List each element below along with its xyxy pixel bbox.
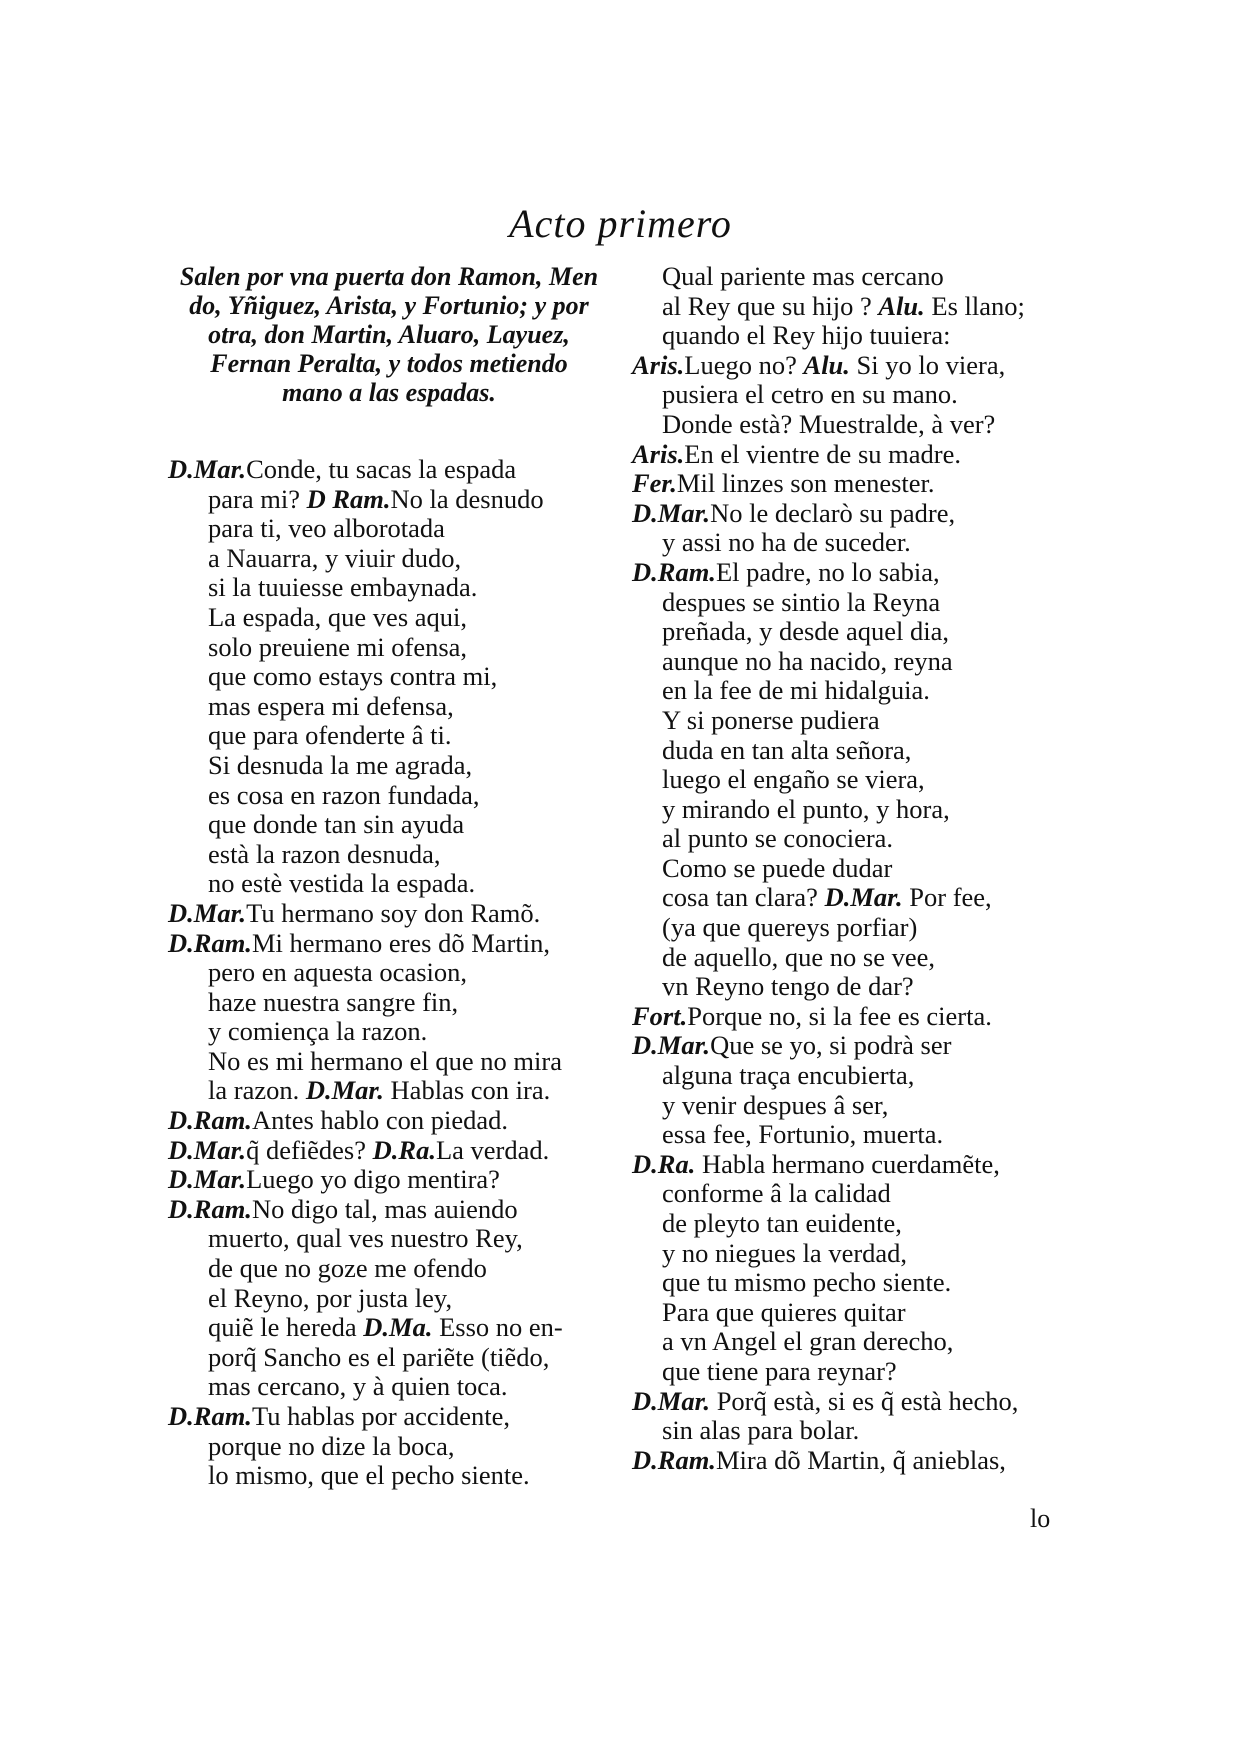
verse-text: Para que quieres quitar [662, 1296, 906, 1327]
speaker-label: D.Ra. [632, 1148, 696, 1179]
speaker-label: D.Mar. [305, 1075, 384, 1106]
verse-text: Qual pariente mas cercano [662, 261, 944, 291]
verse-line [632, 647, 1080, 677]
verse-line [168, 899, 610, 929]
verse-text: Luego yo digo mentira? [246, 1164, 500, 1195]
verse-text: Por fee, [902, 882, 992, 913]
verse-text: mas cercano, y à quien toca. [208, 1371, 508, 1402]
verse-line [632, 588, 1080, 618]
verse-line [168, 1224, 610, 1254]
speaker-label: D.Mar. [632, 1030, 711, 1061]
speaker-label: D.Mar. [168, 1164, 247, 1195]
verse-line [168, 958, 610, 988]
verse-text: essa fee, Fortunio, muerta. [662, 1119, 944, 1150]
verse-line [632, 676, 1080, 706]
stage-direction-line: do, Yñiguez, Arista, y Fortunio; y por [189, 291, 589, 320]
verse-line [168, 1343, 610, 1373]
verse-text: cosa tan clara? [662, 882, 825, 913]
verse-line [632, 1031, 1080, 1061]
verse-line [632, 1209, 1080, 1239]
verse-text: si la tuuiesse embaynada. [208, 572, 478, 603]
act-title: Acto primero [509, 201, 732, 246]
right-verse-lines [632, 262, 1080, 1475]
speaker-label: D.Ram. [632, 556, 716, 587]
verse-text: y venir despues â ser, [662, 1089, 889, 1120]
verse-text: no estè vestida la espada. [208, 868, 476, 899]
verse-text: Luego no? [684, 349, 804, 380]
verse-text: el Reyno, por justa ley, [208, 1282, 453, 1313]
speaker-label: Aris. [632, 438, 685, 469]
verse-text: No es mi hermano el que no mira [208, 1045, 562, 1076]
verse-line [168, 485, 610, 515]
catchword: lo [1030, 1504, 1051, 1533]
verse-line [168, 514, 610, 544]
verse-line [168, 721, 610, 751]
verse-line [168, 1254, 610, 1284]
verse-line [168, 1047, 610, 1077]
verse-text: mas espera mi defensa, [208, 690, 454, 721]
verse-line [168, 1106, 610, 1136]
verse-text: Si desnuda la me agrada, [208, 749, 473, 780]
verse-line [632, 1120, 1080, 1150]
verse-line [168, 751, 610, 781]
verse-line [632, 824, 1080, 854]
verse-line [168, 1313, 610, 1343]
verse-text: de que no goze me ofendo [208, 1253, 487, 1284]
verse-text: y comiença la razon. [208, 1016, 428, 1047]
verse-text: pusiera el cetro en su mano. [662, 379, 958, 410]
verse-line [632, 1327, 1080, 1357]
verse-text: que tiene para reynar? [662, 1355, 897, 1386]
verse-line [632, 1002, 1080, 1032]
stage-direction-line: Salen por vna puerta don Ramon, Men [179, 262, 599, 291]
verse-line [168, 929, 610, 959]
speaker-label: D Ram. [306, 483, 391, 514]
verse-line [632, 558, 1080, 588]
verse-line [168, 840, 610, 870]
verse-text: No digo tal, mas auiendo [251, 1193, 518, 1224]
verse-text: solo preuiene mi ofensa, [208, 631, 468, 662]
verse-text: Mira dõ Martin, q̃ anieblas, [715, 1444, 1006, 1475]
verse-text: duda en tan alta señora, [662, 734, 912, 765]
verse-text: y assi no ha de suceder. [662, 527, 911, 558]
verse-text: Como se puede dudar [662, 852, 893, 883]
verse-text: Antes hablo con piedad. [251, 1105, 509, 1136]
verse-text: alguna traça encubierta, [662, 1060, 915, 1091]
verse-text: haze nuestra sangre fin, [208, 986, 459, 1017]
verse-line [168, 603, 610, 633]
verse-text: Conde, tu sacas la espada [246, 454, 517, 484]
speaker-label: Aris. [632, 349, 685, 380]
speaker-label: D.Mar. [168, 897, 247, 928]
verse-line [632, 736, 1080, 766]
speaker-label: D.Mar. [824, 882, 903, 913]
verse-text: sin alas para bolar. [662, 1415, 860, 1446]
verse-text: Mil linzes son menester. [676, 468, 935, 499]
verse-text: de aquello, que no se vee, [662, 941, 935, 972]
speaker-label: Fort. [632, 1000, 688, 1031]
verse-text: conforme â la calidad [662, 1178, 891, 1209]
verse-text: que donde tan sin ayuda [208, 809, 465, 840]
stage-direction-line: mano a las espadas. [282, 378, 496, 407]
verse-line [632, 1091, 1080, 1121]
verse-text: (ya que quereys porfiar) [662, 912, 918, 943]
right-column [632, 262, 1080, 1475]
speaker-label: D.Ram. [168, 1401, 252, 1431]
speaker-label: D.Mar. [168, 1134, 247, 1165]
verse-line [168, 810, 610, 840]
verse-text: al punto se conociera. [662, 823, 894, 854]
verse-text: Donde està? Muestralde, à ver? [662, 408, 996, 439]
verse-text: al Rey que su hijo ? [662, 290, 879, 321]
verse-text: porque no dize la boca, [208, 1430, 455, 1461]
verse-text: despues se sintio la Reyna [662, 586, 941, 617]
left-column [168, 262, 610, 1491]
verse-line [168, 988, 610, 1018]
speaker-label: D.Ram. [632, 1444, 716, 1475]
verse-line [632, 1268, 1080, 1298]
speaker-label: D.Ram. [168, 1105, 252, 1136]
verse-text: Que se yo, si podrà ser [710, 1030, 952, 1061]
verse-text: para mi? [208, 483, 307, 514]
stage-direction-line: otra, don Martin, Aluaro, Layuez, [208, 320, 570, 349]
speaker-label: D.Ra. [372, 1134, 436, 1165]
verse-line [168, 1136, 610, 1166]
verse-line [632, 1357, 1080, 1387]
verse-line [632, 913, 1080, 943]
speaker-label: D.Mar. [168, 454, 247, 484]
verse-line [168, 544, 610, 574]
verse-text: porq̃ Sancho es el pariẽte (tiẽdo, [208, 1341, 550, 1372]
verse-text: que tu mismo pecho siente. [662, 1267, 952, 1298]
verse-line [168, 455, 610, 485]
verse-text: luego el engaño se viera, [662, 764, 925, 795]
verse-line [168, 1165, 610, 1195]
verse-line [168, 692, 610, 722]
verse-text: La verdad. [435, 1134, 550, 1165]
verse-line [632, 1446, 1080, 1476]
verse-line [168, 869, 610, 899]
verse-text: lo mismo, que el pecho siente. [208, 1460, 530, 1491]
verse-line [632, 499, 1080, 529]
verse-text: la razon. [208, 1075, 306, 1106]
verse-text: y no niegues la verdad, [662, 1237, 908, 1268]
verse-line [168, 1017, 610, 1047]
verse-text: a Nauarra, y viuir dudo, [208, 542, 462, 573]
verse-line [632, 1298, 1080, 1328]
verse-line [632, 528, 1080, 558]
verse-text: Si yo lo viera, [849, 349, 1006, 380]
verse-text: Esso no en- [432, 1312, 563, 1343]
verse-line [168, 1195, 610, 1225]
stage-direction [168, 262, 610, 407]
verse-text: de pleyto tan euidente, [662, 1208, 902, 1238]
verse-line [632, 765, 1080, 795]
verse-text: es cosa en razon fundada, [208, 779, 480, 810]
verse-text: La espada, que ves aqui, [208, 601, 468, 632]
verse-line [632, 1061, 1080, 1091]
verse-line [168, 1432, 610, 1462]
verse-line [168, 573, 610, 603]
speaker-label: D.Mar. [632, 1385, 711, 1416]
verse-text: quiẽ le hereda [208, 1312, 364, 1343]
verse-line [632, 617, 1080, 647]
verse-text: y mirando el punto, y hora, [662, 793, 950, 824]
verse-line [632, 380, 1080, 410]
verse-line [168, 633, 610, 663]
verse-line [632, 469, 1080, 499]
verse-line [632, 706, 1080, 736]
verse-text: vn Reyno tengo de dar? [662, 971, 914, 1002]
verse-text: Y si ponerse pudiera [662, 704, 880, 735]
verse-text: aunque no ha nacido, reyna [662, 645, 953, 676]
speaker-label: Alu. [878, 290, 925, 321]
verse-line [632, 1179, 1080, 1209]
verse-text: q̃ defiẽdes? [246, 1134, 373, 1165]
verse-text: en la fee de mi hidalguia. [662, 675, 930, 706]
speaker-label: D.Mar. [632, 497, 711, 528]
verse-line [632, 440, 1080, 470]
stage-direction-line: Fernan Peralta, y todos metiendo [210, 349, 568, 378]
verse-line [632, 854, 1080, 884]
speaker-label: Fer. [632, 468, 677, 499]
verse-text: Porque no, si la fee es cierta. [687, 1000, 992, 1031]
verse-text: No le declarò su padre, [710, 497, 956, 528]
speaker-label: D.Ram. [168, 927, 252, 958]
verse-line [632, 795, 1080, 825]
verse-text: No la desnudo [390, 483, 544, 514]
verse-line [632, 1150, 1080, 1180]
verse-line [632, 410, 1080, 440]
verse-text: Mi hermano eres dõ Martin, [251, 927, 550, 958]
verse-text: Tu hablas por accidente, [251, 1401, 511, 1431]
verse-text: muerto, qual ves nuestro Rey, [208, 1223, 523, 1254]
verse-text: que como estays contra mi, [208, 661, 498, 692]
left-verse-lines [168, 455, 610, 1491]
verse-text: Porq̃ està, si es q̃ està hecho, [710, 1385, 1019, 1416]
verse-line [632, 943, 1080, 973]
verse-line [632, 351, 1080, 381]
verse-text: Hablas con ira. [383, 1075, 551, 1106]
verse-text: pero en aquesta ocasion, [208, 957, 468, 988]
verse-line [632, 1387, 1080, 1417]
verse-line [168, 781, 610, 811]
verse-text: Tu hermano soy don Ramõ. [246, 897, 541, 928]
verse-line [168, 1284, 610, 1314]
verse-line [168, 1402, 610, 1432]
verse-line [168, 1372, 610, 1402]
verse-text: que para ofenderte â ti. [208, 720, 452, 751]
verse-text: està la razon desnuda, [208, 838, 441, 869]
verse-text: preñada, y desde aquel dia, [662, 616, 949, 647]
verse-text: El padre, no lo sabia, [715, 556, 940, 587]
verse-line [632, 1416, 1080, 1446]
verse-text: En el vientre de su madre. [684, 438, 961, 469]
verse-line [632, 883, 1080, 913]
verse-line [632, 262, 1080, 292]
verse-line [632, 972, 1080, 1002]
verse-text: Es llano; [924, 290, 1025, 321]
verse-line [632, 1239, 1080, 1269]
verse-text: quando el Rey hijo tuuiera: [662, 320, 951, 351]
speaker-label: D.Ram. [168, 1193, 252, 1224]
verse-line [632, 292, 1080, 322]
speaker-label: Alu. [803, 349, 850, 380]
verse-line [168, 1461, 610, 1491]
verse-text: Habla hermano cuerdamẽte, [695, 1148, 1000, 1179]
verse-text: para ti, veo alborotada [208, 513, 445, 544]
speaker-label: D.Ma. [363, 1312, 433, 1343]
verse-line [632, 321, 1080, 351]
verse-line [168, 1076, 610, 1106]
verse-line [168, 662, 610, 692]
verse-text: a vn Angel el gran derecho, [662, 1326, 954, 1357]
